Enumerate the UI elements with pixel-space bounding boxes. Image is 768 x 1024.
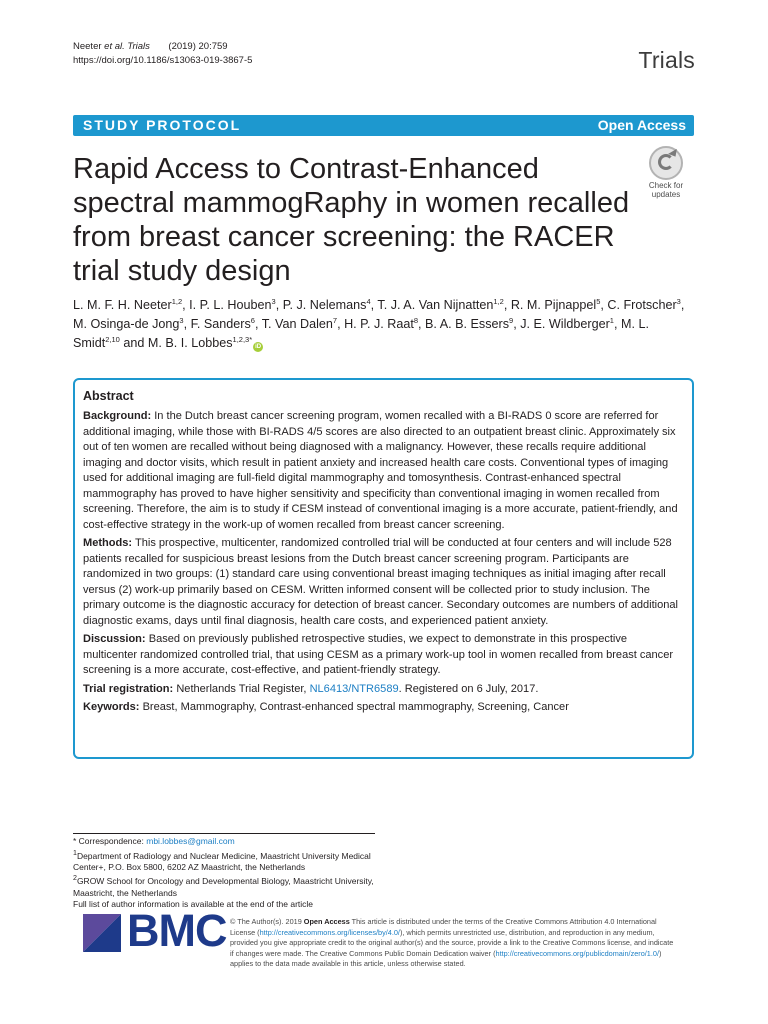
author[interactable] <box>425 317 513 331</box>
author-name: L. M. F. H. Neeter <box>73 298 172 312</box>
author[interactable] <box>148 336 263 350</box>
license-text <box>230 917 675 970</box>
keywords-text: Breast, Mammography, Contrast-enhanced spectral mammography, Screening, Cancer <box>142 701 569 713</box>
full-author-info-note: Full list of author information is available at the end of the article <box>73 899 314 910</box>
license-part2: ), which permits unrestricted use, distribution, and reproduction in any medium, provided you give appropriate credit to the original author(s) and the source, provide a link to the Creative Commons license, and indicate if changes were made. The Creative Commons Public Domain Dedication waiver ( <box>230 927 674 958</box>
license-copyright: © The Author(s). 2019 <box>230 917 304 926</box>
abstract-box <box>73 378 694 759</box>
author-affiliation: 1,2 <box>171 296 183 306</box>
license-link-by[interactable]: http://creativecommons.org/licenses/by/4.0/ <box>259 927 400 937</box>
author-affiliation: 7 <box>332 315 338 325</box>
author-affiliation: 3 <box>271 296 276 306</box>
author-affiliation: 1,2 <box>493 296 504 306</box>
author-affiliation: 8 <box>413 315 419 325</box>
correspondence-email[interactable]: mbi.lobbes@gmail.com <box>146 836 235 846</box>
background-label: Background: <box>83 410 152 422</box>
check-for-updates-line2: updates <box>651 189 681 199</box>
affiliation-2 <box>73 873 393 899</box>
author-affiliation: 4 <box>366 296 371 306</box>
citation-author: Neeter <box>73 41 102 52</box>
author-name: H. P. J. Raat <box>344 317 414 331</box>
discussion-label: Discussion: <box>83 633 146 645</box>
author[interactable] <box>377 298 503 312</box>
author[interactable] <box>73 298 182 312</box>
author[interactable] <box>191 317 255 331</box>
author-affiliation: 1,2,3* <box>232 334 253 344</box>
methods-text: This prospective, multicenter, randomized controlled trial will be conducted at four centers and will include 528 patients recalled for suspicious breast lesions from the Dutch breast cancer screening program. Participants are randomized in two groups: (1) standard care using conventional breast imaging techniques as initial imaging after recall versus (2) work-up primarily based on CESM. Written informed consent will be collected prior to study inclusion. The primary outcome is the diagnostic accuracy for detection of breast cancer. Secondary outcomes are numbers of additional diagnostic exams, days until final diagnosis, health care costs, and experienced patient anxiety. <box>83 537 678 627</box>
citation-block <box>73 40 252 68</box>
author-name: M. Osinga-de Jong <box>73 317 180 331</box>
open-access-label: Open Access <box>597 117 686 133</box>
author-name: F. Sanders <box>190 317 251 331</box>
registration-link[interactable]: NL6413/NTR6589 <box>309 682 399 695</box>
author-name: T. Van Dalen <box>261 317 333 331</box>
author-name: M. L. Smidt <box>73 317 649 350</box>
footnotes <box>73 836 393 911</box>
affiliation-2-text: GROW School for Oncology and Developmental Biology, Maastricht University, Maastricht, the Netherlands <box>73 876 374 898</box>
author-affiliation: 3 <box>676 296 681 306</box>
author-name: J. E. Wildberger <box>520 317 610 331</box>
license-part3: ) applies to the data made available in this article, unless otherwise stated. <box>230 948 662 969</box>
author[interactable] <box>607 298 680 312</box>
author-name: C. Frotscher <box>607 298 677 312</box>
author[interactable] <box>344 317 418 331</box>
author-affiliation: 9 <box>509 315 514 325</box>
orcid-icon[interactable]: iD <box>255 344 262 350</box>
citation-etal: et al. <box>104 41 125 52</box>
author[interactable] <box>73 317 184 331</box>
abstract-discussion <box>83 632 684 679</box>
abstract-background <box>83 409 684 533</box>
registration-pre: Netherlands Trial Register, <box>173 682 310 695</box>
correspondence <box>73 836 393 848</box>
bmc-logo-text: BMC <box>127 905 227 956</box>
author-list: L. M. F. H. Neeter$^{1,2}$, I. P. L. Houben$^3$, P. J. Nelemans$^4$, T. J. A. Van Nijnatten$^{1,2}$, R. M. Pijnappel$^5$, C. Frotscher$^3$, M. Osinga-de Jong$^3$, F. Sanders$^6$, T. Van Dalen$^7$, H. P. J. Raat$^8$, B. A. B. Essers$^9$, J. E. Wildberger$^1$, M. L. Smidt$^{2,10}$ and M. B. I. Lobbes$^{1,2,3*}$iD <box>73 296 685 350</box>
article-title: Rapid Access to Contrast-Enhanced spectral mammogRaphy in women recalled from breast cancer screening: the RACER trial study design <box>73 153 630 287</box>
author-name: M. B. I. Lobbes <box>147 336 233 350</box>
footnote-divider <box>73 833 375 834</box>
check-for-updates-icon <box>649 146 683 180</box>
methods-label: Methods: <box>83 537 133 549</box>
author-and: and <box>123 336 145 350</box>
affiliation-2-number: 2 <box>73 874 77 883</box>
abstract-methods <box>83 536 684 629</box>
citation-line <box>73 40 252 54</box>
author-affiliation: 3 <box>179 315 184 325</box>
author-name: I. P. L. Houben <box>189 298 272 312</box>
citation-journal: Trials <box>127 41 150 52</box>
author-affiliation: 5 <box>596 296 601 306</box>
author-name: R. M. Pijnappel <box>510 298 597 312</box>
doi-link[interactable]: https://doi.org/10.1186/s13063-019-3867-5 <box>73 55 253 66</box>
abstract-registration <box>83 682 684 698</box>
author-name: B. A. B. Essers <box>425 317 510 331</box>
author-name: P. J. Nelemans <box>282 298 367 312</box>
author-affiliation: 6 <box>250 315 255 325</box>
registration-post: . Registered on 6 July, 2017. <box>398 682 539 695</box>
article-type-banner <box>73 115 694 136</box>
author[interactable] <box>511 298 601 312</box>
correspondence-label: * Correspondence: <box>73 836 147 846</box>
keywords-label: Keywords: <box>83 701 140 713</box>
author[interactable] <box>520 317 614 331</box>
check-for-updates-line1: Check for <box>648 181 684 190</box>
author[interactable] <box>283 298 371 312</box>
journal-name: Trials <box>638 47 695 73</box>
registration-label: Trial registration: <box>83 682 174 695</box>
author-name: T. J. A. Van Nijnatten <box>377 298 494 312</box>
affiliation-1-text: Department of Radiology and Nuclear Medicine, Maastricht University Medical Center+, P.O. Box 5800, 6202 AZ Maastricht, the Netherlands <box>73 850 371 872</box>
abstract-keywords <box>83 700 684 716</box>
affiliation-1 <box>73 848 393 874</box>
check-for-updates-button[interactable] <box>640 146 692 202</box>
discussion-text: Based on previously published retrospective studies, we expect to demonstrate in this prospective multicenter randomized controlled trial, that using CESM as a primary work-up tool in women recalled from breast cancer screening is a more accurate, cost-effective, and patient-friendly strategy. <box>83 633 674 676</box>
background-text: In the Dutch breast cancer screening program, women recalled with a BI-RADS 0 score are referred for additional imaging, while those with BI-RADS 4/5 scores are also directed to an outpatient breast clinic. Approximately six out of ten women are recalled without being diagnosed with a malignancy. However, these recalls require additional imaging and doctor visits, which result in patient anxiety and increased health care costs. Conventional types of imaging used for additional imaging are full-field digital mammography and tomosynthesis. Contrast-enhanced spectral mammography has proved to have higher sensitivity and specificity than conventional imaging in women recalled from screening. Therefore, the aim is to study if CESM instead of conventional imaging is a more accurate, patient-friendly, and cost-effective strategy in the work-up of women recalled from breast cancer screening. <box>83 410 678 531</box>
license-part1: This article is distributed under the terms of the Creative Commons Attribution 4.0 International License ( <box>230 917 657 937</box>
affiliation-1-number: 1 <box>73 848 77 857</box>
author-affiliation: 2,10 <box>105 334 120 344</box>
citation-year-volume: (2019) 20:759 <box>168 41 228 52</box>
author[interactable] <box>262 317 337 331</box>
author-affiliation: 1 <box>609 315 614 325</box>
license-open-access: Open Access <box>303 917 350 926</box>
license-link-zero[interactable]: http://creativecommons.org/publicdomain/zero/1.0/ <box>495 948 659 958</box>
article-type-label: STUDY PROTOCOL <box>83 117 242 133</box>
author[interactable] <box>189 298 276 312</box>
abstract-heading: Abstract <box>83 389 134 403</box>
